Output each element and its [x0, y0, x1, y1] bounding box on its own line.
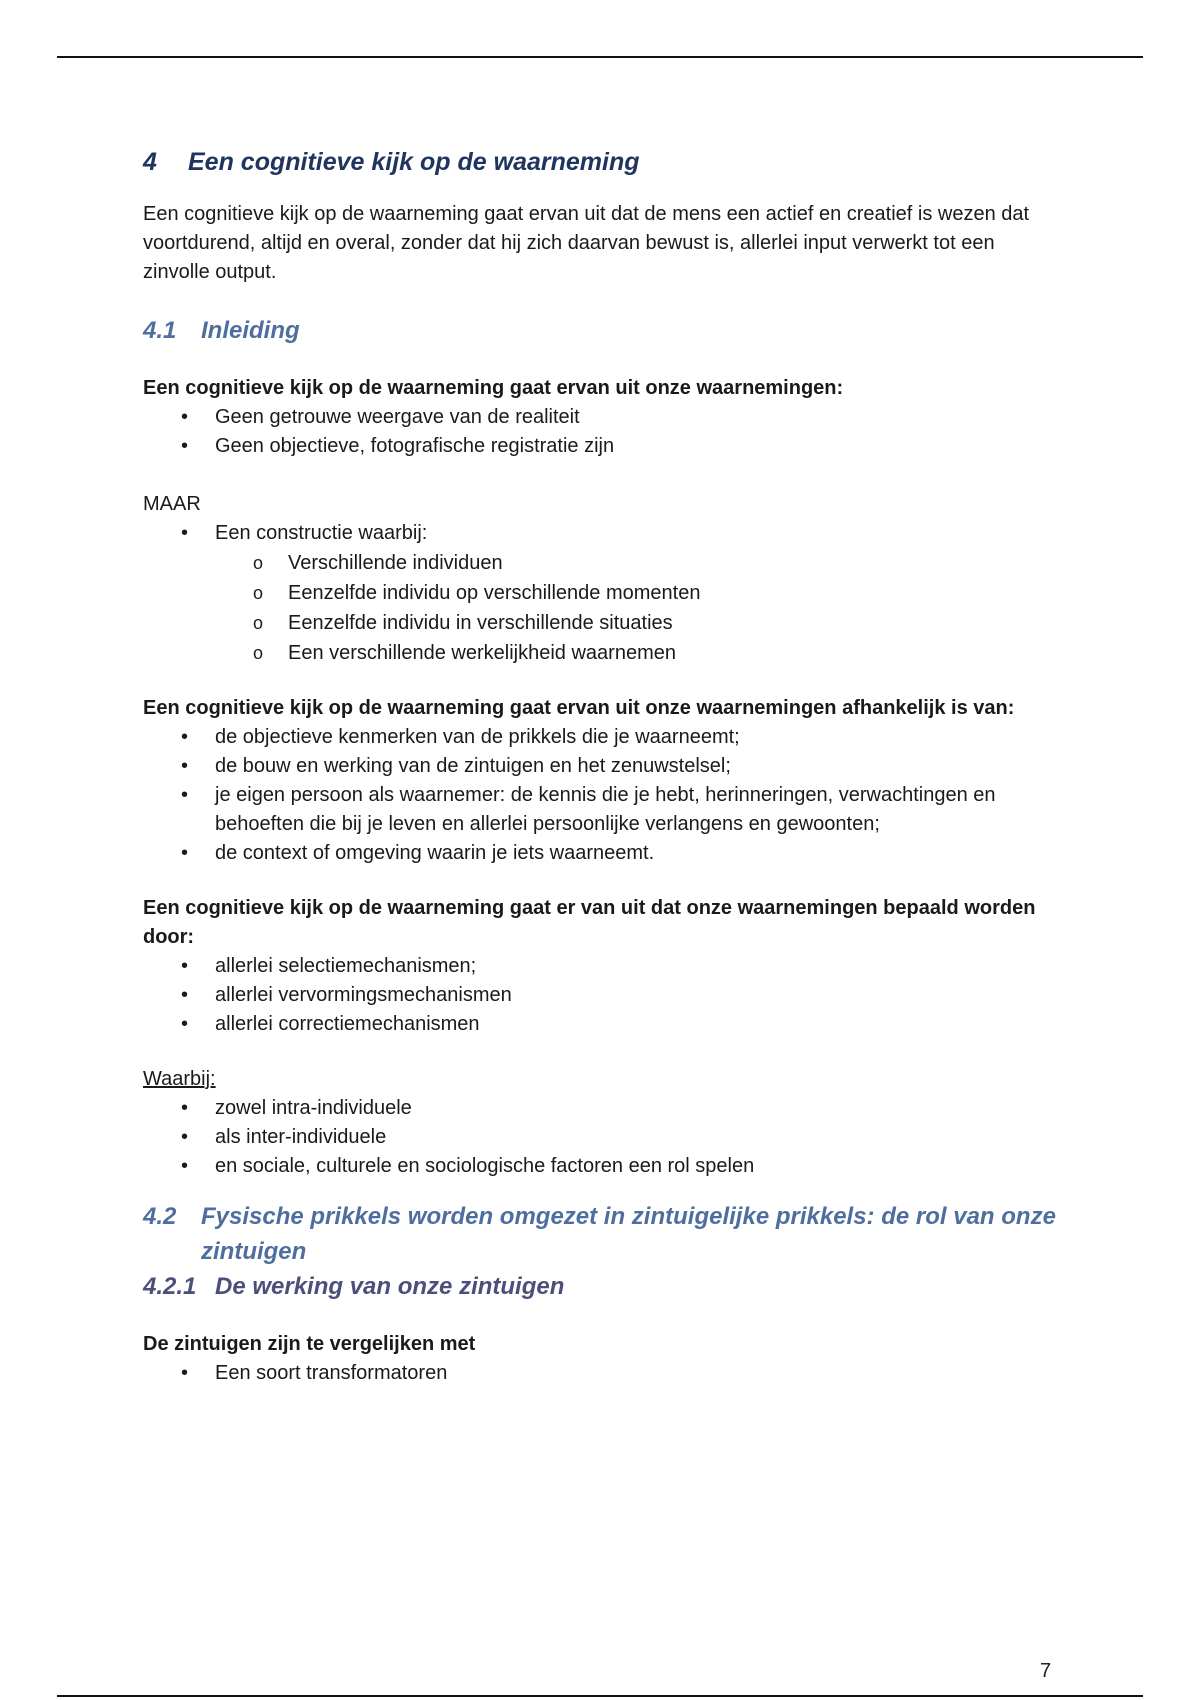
block1-list [143, 403, 1063, 461]
list-item: • allerlei vervormingsmechanismen [143, 981, 1063, 1010]
list-item: • allerlei correctiemechanismen [143, 1010, 1063, 1039]
chapter-title: Een cognitieve kijk op de waarneming [188, 148, 640, 176]
sub-list-item: o Verschillende individuen [143, 548, 1063, 578]
subsection-title: De werking van onze zintuigen [215, 1273, 565, 1300]
waarbij-label-text: Waarbij: [143, 1068, 216, 1090]
chapter-intro: Een cognitieve kijk op de waarneming gaat ervan uit dat de mens een actief en creatief is wezen dat voortdurend, altijd en overal, zonder dat hij zich daarvan bewust is, allerlei input verwerkt tot een zinvolle output. [143, 203, 1030, 283]
subsection-list [143, 1359, 1063, 1388]
page-number: 7 [1040, 1660, 1052, 1682]
block3-heading: Een cognitieve kijk op de waarneming gaat er van uit dat onze waarnemingen bepaald worden door: [143, 897, 1036, 948]
waarbij-list [143, 1094, 1063, 1181]
subsection-number: 4.2.1 [143, 1273, 197, 1300]
list-item: • Geen getrouwe weergave van de realiteit [143, 403, 1063, 432]
section-number: 4.1 [143, 317, 177, 344]
list-item: • Een constructie waarbij: [143, 519, 1063, 548]
block2-heading: Een cognitieve kijk op de waarneming gaat ervan uit onze waarnemingen afhankelijk is van: [143, 697, 1015, 719]
subsection-heading: De zintuigen zijn te vergelijken met [143, 1333, 476, 1355]
maar-list [143, 519, 1063, 548]
maar-sublist [143, 548, 1063, 668]
section-number: 4.2 [143, 1203, 177, 1230]
list-item: • zowel intra-individuele [143, 1094, 1063, 1123]
waarbij-label [143, 1065, 1063, 1094]
list-item: • Geen objectieve, fotografische registratie zijn [143, 432, 1063, 461]
list-item: • de objectieve kenmerken van de prikkels die je waarneemt; [143, 723, 1063, 752]
section-4-2-heading [143, 1199, 1063, 1269]
list-item: • de context of omgeving waarin je iets waarneemt. [143, 839, 1063, 868]
list-item: • je eigen persoon als waarnemer: de kennis die je hebt, herinneringen, verwachtingen en behoeften die bij je leven en allerlei persoonlijke verlangens en gewoonten; [143, 781, 1063, 839]
list-item: • Een soort transformatoren [143, 1359, 1063, 1388]
list-item: • allerlei selectiemechanismen; [143, 952, 1063, 981]
subsection-4-2-1-heading [143, 1269, 1063, 1304]
block2-list [143, 723, 1063, 868]
section-4-1-heading [143, 313, 1063, 348]
block3-list [143, 952, 1063, 1039]
section-title-line2: zintuigen [201, 1238, 307, 1265]
sub-list-item: o Eenzelfde individu in verschillende situaties [143, 608, 1063, 638]
sub-list-item: o Eenzelfde individu op verschillende momenten [143, 578, 1063, 608]
list-item: • de bouw en werking van de zintuigen en het zenuwstelsel; [143, 752, 1063, 781]
maar-label: MAAR [143, 493, 201, 515]
list-item: • als inter-individuele [143, 1123, 1063, 1152]
page-content [143, 140, 1063, 1388]
chapter-number: 4 [143, 148, 157, 176]
sub-list-item: o Een verschillende werkelijkheid waarnemen [143, 638, 1063, 668]
chapter-heading [143, 140, 1063, 184]
section-title: Inleiding [201, 317, 300, 344]
header-rule [57, 56, 1143, 58]
footer-rule [57, 1695, 1143, 1697]
section-title-line1: Fysische prikkels worden omgezet in zintuigelijke prikkels: de rol van onze [201, 1203, 1056, 1230]
block1-heading: Een cognitieve kijk op de waarneming gaat ervan uit onze waarnemingen: [143, 377, 844, 399]
list-item: • en sociale, culturele en sociologische factoren een rol spelen [143, 1152, 1063, 1181]
